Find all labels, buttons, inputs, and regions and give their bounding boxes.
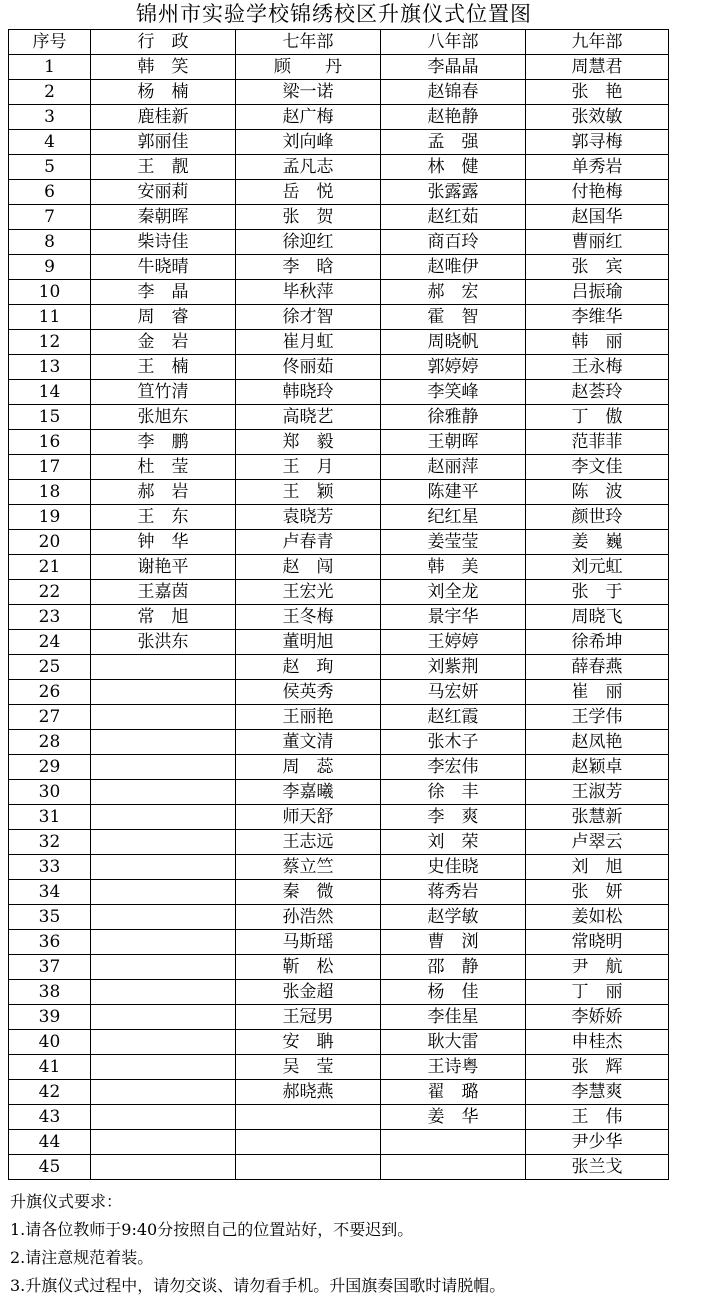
cell-index: 38 <box>9 980 91 1005</box>
cell-grade-9: 郭寻梅 <box>526 130 669 155</box>
cell-grade-8: 张木子 <box>381 730 526 755</box>
cell-index: 25 <box>9 655 91 680</box>
cell-grade-9: 张 于 <box>526 580 669 605</box>
cell-administration: 韩 笑 <box>91 55 236 80</box>
cell-index: 20 <box>9 530 91 555</box>
table-row <box>9 230 669 255</box>
cell-grade-9: 尹 航 <box>526 955 669 980</box>
cell-index: 24 <box>9 630 91 655</box>
table-row <box>9 1005 669 1030</box>
cell-grade-7: 周 蕊 <box>236 755 381 780</box>
cell-administration: 杨 楠 <box>91 80 236 105</box>
cell-grade-9: 李慧爽 <box>526 1080 669 1105</box>
table-row <box>9 355 669 380</box>
cell-administration: 杜 莹 <box>91 455 236 480</box>
cell-index: 1 <box>9 55 91 80</box>
cell-grade-8: 刘紫荆 <box>381 655 526 680</box>
table-row <box>9 630 669 655</box>
cell-grade-8: 景宇华 <box>381 605 526 630</box>
table-row <box>9 130 669 155</box>
cell-administration <box>91 780 236 805</box>
cell-grade-8: 刘 荣 <box>381 830 526 855</box>
cell-grade-7: 王冬梅 <box>236 605 381 630</box>
cell-administration: 柴诗佳 <box>91 230 236 255</box>
table-row <box>9 705 669 730</box>
note-item: 1.请各位教师于9:40分按照自己的位置站好，不要迟到。 <box>10 1220 414 1239</box>
cell-administration <box>91 730 236 755</box>
cell-index: 6 <box>9 180 91 205</box>
cell-administration <box>91 805 236 830</box>
cell-grade-8: 刘全龙 <box>381 580 526 605</box>
cell-grade-7 <box>236 1130 381 1155</box>
cell-grade-7: 秦 微 <box>236 880 381 905</box>
cell-grade-9: 尹少华 <box>526 1130 669 1155</box>
cell-grade-9: 姜 巍 <box>526 530 669 555</box>
cell-grade-7: 靳 松 <box>236 955 381 980</box>
cell-grade-9: 吕振瑜 <box>526 280 669 305</box>
cell-grade-9: 李娇娇 <box>526 1005 669 1030</box>
table-row <box>9 930 669 955</box>
table-row <box>9 105 669 130</box>
cell-grade-8: 赵红霞 <box>381 705 526 730</box>
cell-administration: 笪竹清 <box>91 380 236 405</box>
cell-index: 11 <box>9 305 91 330</box>
cell-grade-9: 丁 傲 <box>526 405 669 430</box>
table-row <box>9 1030 669 1055</box>
cell-grade-8: 霍 智 <box>381 305 526 330</box>
cell-grade-7: 李嘉曦 <box>236 780 381 805</box>
cell-grade-9: 单秀岩 <box>526 155 669 180</box>
cell-grade-7: 蔡立竺 <box>236 855 381 880</box>
cell-grade-7: 卢春青 <box>236 530 381 555</box>
cell-administration: 王 楠 <box>91 355 236 380</box>
cell-grade-9: 徐希坤 <box>526 630 669 655</box>
table-row <box>9 780 669 805</box>
cell-grade-7: 郑 毅 <box>236 430 381 455</box>
cell-grade-7 <box>236 1155 381 1180</box>
cell-grade-7: 赵广梅 <box>236 105 381 130</box>
cell-grade-8 <box>381 1130 526 1155</box>
cell-administration: 鹿桂新 <box>91 105 236 130</box>
cell-grade-9: 张 辉 <box>526 1055 669 1080</box>
cell-grade-9: 王永梅 <box>526 355 669 380</box>
cell-grade-9: 丁 丽 <box>526 980 669 1005</box>
page-title: 锦州市实验学校锦绣校区升旗仪式位置图 <box>136 2 532 26</box>
cell-administration <box>91 1030 236 1055</box>
cell-grade-8: 赵学敏 <box>381 905 526 930</box>
table-row <box>9 880 669 905</box>
cell-grade-7: 崔月虹 <box>236 330 381 355</box>
cell-administration <box>91 1105 236 1130</box>
cell-index: 27 <box>9 705 91 730</box>
cell-administration: 谢艳平 <box>91 555 236 580</box>
cell-index: 42 <box>9 1080 91 1105</box>
cell-grade-9: 薛春燕 <box>526 655 669 680</box>
cell-index: 2 <box>9 80 91 105</box>
cell-grade-9: 常晓明 <box>526 930 669 955</box>
cell-grade-9: 张兰戈 <box>526 1155 669 1180</box>
cell-administration: 常 旭 <box>91 605 236 630</box>
cell-grade-8: 陈建平 <box>381 480 526 505</box>
table-row <box>9 755 669 780</box>
cell-grade-7: 梁一诺 <box>236 80 381 105</box>
table-row <box>9 680 669 705</box>
cell-grade-9: 王淑芳 <box>526 780 669 805</box>
cell-grade-9: 张 艳 <box>526 80 669 105</box>
cell-grade-8: 杨 佳 <box>381 980 526 1005</box>
cell-grade-9: 张 宾 <box>526 255 669 280</box>
cell-grade-8: 林 健 <box>381 155 526 180</box>
cell-administration: 郝 岩 <box>91 480 236 505</box>
cell-grade-7: 吴 莹 <box>236 1055 381 1080</box>
cell-grade-7: 侯英秀 <box>236 680 381 705</box>
table-row <box>9 580 669 605</box>
cell-index: 13 <box>9 355 91 380</box>
cell-grade-7: 顾 丹 <box>236 55 381 80</box>
cell-index: 26 <box>9 680 91 705</box>
table-row <box>9 330 669 355</box>
cell-index: 23 <box>9 605 91 630</box>
cell-index: 44 <box>9 1130 91 1155</box>
cell-grade-9: 周慧君 <box>526 55 669 80</box>
cell-index: 40 <box>9 1030 91 1055</box>
cell-administration <box>91 755 236 780</box>
table-row <box>9 505 669 530</box>
cell-index: 30 <box>9 780 91 805</box>
table-row <box>9 480 669 505</box>
cell-grade-7: 刘向峰 <box>236 130 381 155</box>
cell-grade-7: 徐才智 <box>236 305 381 330</box>
cell-grade-8: 周晓帆 <box>381 330 526 355</box>
cell-administration <box>91 680 236 705</box>
cell-index: 39 <box>9 1005 91 1030</box>
cell-administration <box>91 930 236 955</box>
cell-administration: 郭丽佳 <box>91 130 236 155</box>
table-row <box>9 455 669 480</box>
cell-grade-8: 赵红茹 <box>381 205 526 230</box>
cell-grade-8: 姜莹莹 <box>381 530 526 555</box>
table-header-row <box>9 30 669 55</box>
cell-grade-7: 孙浩然 <box>236 905 381 930</box>
cell-grade-9: 李文佳 <box>526 455 669 480</box>
cell-index: 37 <box>9 955 91 980</box>
cell-index: 12 <box>9 330 91 355</box>
cell-index: 34 <box>9 880 91 905</box>
cell-index: 29 <box>9 755 91 780</box>
cell-grade-8: 商百玲 <box>381 230 526 255</box>
cell-index: 9 <box>9 255 91 280</box>
cell-grade-9: 卢翠云 <box>526 830 669 855</box>
cell-administration: 金 岩 <box>91 330 236 355</box>
cell-grade-9: 张慧新 <box>526 805 669 830</box>
cell-grade-9: 刘 旭 <box>526 855 669 880</box>
cell-grade-7: 董文清 <box>236 730 381 755</box>
cell-grade-7: 高晓艺 <box>236 405 381 430</box>
cell-index: 36 <box>9 930 91 955</box>
cell-administration <box>91 1130 236 1155</box>
cell-grade-7: 韩晓玲 <box>236 380 381 405</box>
table-row <box>9 555 669 580</box>
cell-grade-9: 周晓飞 <box>526 605 669 630</box>
table-row <box>9 280 669 305</box>
cell-grade-9: 韩 丽 <box>526 330 669 355</box>
cell-index: 18 <box>9 480 91 505</box>
cell-administration: 李 晶 <box>91 280 236 305</box>
cell-administration: 钟 华 <box>91 530 236 555</box>
cell-grade-9: 张 妍 <box>526 880 669 905</box>
cell-index: 31 <box>9 805 91 830</box>
cell-administration: 张洪东 <box>91 630 236 655</box>
cell-grade-7: 王冠男 <box>236 1005 381 1030</box>
cell-index: 41 <box>9 1055 91 1080</box>
cell-grade-9: 赵荟玲 <box>526 380 669 405</box>
cell-grade-8: 王婷婷 <box>381 630 526 655</box>
cell-grade-7: 王丽艳 <box>236 705 381 730</box>
cell-administration: 王嘉茵 <box>91 580 236 605</box>
cell-administration <box>91 705 236 730</box>
cell-index: 33 <box>9 855 91 880</box>
cell-grade-9: 范菲菲 <box>526 430 669 455</box>
table-row <box>9 255 669 280</box>
cell-grade-9: 崔 丽 <box>526 680 669 705</box>
cell-grade-9: 李维华 <box>526 305 669 330</box>
table-row <box>9 1155 669 1180</box>
cell-grade-7: 张 贺 <box>236 205 381 230</box>
table-row <box>9 1130 669 1155</box>
table-row <box>9 305 669 330</box>
cell-administration: 牛晓晴 <box>91 255 236 280</box>
header-grade-8: 八年部 <box>381 30 526 55</box>
cell-grade-9: 王学伟 <box>526 705 669 730</box>
cell-administration <box>91 880 236 905</box>
cell-index: 43 <box>9 1105 91 1130</box>
cell-administration <box>91 1055 236 1080</box>
cell-grade-8: 翟 璐 <box>381 1080 526 1105</box>
cell-administration <box>91 905 236 930</box>
cell-grade-9: 赵国华 <box>526 205 669 230</box>
cell-grade-7: 王 颖 <box>236 480 381 505</box>
header-grade-9: 九年部 <box>526 30 669 55</box>
table-row <box>9 1105 669 1130</box>
cell-index: 17 <box>9 455 91 480</box>
cell-grade-8: 姜 华 <box>381 1105 526 1130</box>
cell-grade-7: 徐迎红 <box>236 230 381 255</box>
cell-index: 7 <box>9 205 91 230</box>
cell-administration <box>91 1155 236 1180</box>
cell-grade-8: 徐雅静 <box>381 405 526 430</box>
cell-grade-8: 李晶晶 <box>381 55 526 80</box>
position-table <box>8 29 669 1180</box>
cell-index: 5 <box>9 155 91 180</box>
cell-grade-9: 陈 波 <box>526 480 669 505</box>
cell-grade-8: 纪红星 <box>381 505 526 530</box>
cell-administration <box>91 855 236 880</box>
cell-grade-8: 李佳星 <box>381 1005 526 1030</box>
cell-grade-7: 袁晓芳 <box>236 505 381 530</box>
cell-administration: 秦朝晖 <box>91 205 236 230</box>
cell-grade-8: 韩 美 <box>381 555 526 580</box>
cell-grade-8: 郭婷婷 <box>381 355 526 380</box>
cell-grade-7: 赵 珣 <box>236 655 381 680</box>
table-row <box>9 380 669 405</box>
note-item: 3.升旗仪式过程中，请勿交谈、请勿看手机。升国旗奏国歌时请脱帽。 <box>10 1276 506 1295</box>
cell-index: 22 <box>9 580 91 605</box>
cell-grade-9: 王 伟 <box>526 1105 669 1130</box>
cell-grade-7: 张金超 <box>236 980 381 1005</box>
cell-grade-8: 赵艳静 <box>381 105 526 130</box>
note-item: 2.请注意规范着装。 <box>10 1248 154 1267</box>
cell-grade-8: 马宏妍 <box>381 680 526 705</box>
requirements-notes <box>10 1188 710 1300</box>
cell-grade-9: 张效敏 <box>526 105 669 130</box>
cell-grade-9: 姜如松 <box>526 905 669 930</box>
cell-grade-8 <box>381 1155 526 1180</box>
notes-heading: 升旗仪式要求： <box>10 1192 123 1211</box>
table-row <box>9 955 669 980</box>
cell-grade-9: 赵颖卓 <box>526 755 669 780</box>
cell-grade-9: 颜世玲 <box>526 505 669 530</box>
cell-grade-8: 张露露 <box>381 180 526 205</box>
cell-grade-8: 赵丽萍 <box>381 455 526 480</box>
cell-grade-8: 史佳晓 <box>381 855 526 880</box>
cell-grade-7: 郝晓燕 <box>236 1080 381 1105</box>
cell-index: 35 <box>9 905 91 930</box>
cell-grade-7: 佟丽茹 <box>236 355 381 380</box>
cell-grade-8: 李宏伟 <box>381 755 526 780</box>
table-row <box>9 730 669 755</box>
cell-grade-9: 曹丽红 <box>526 230 669 255</box>
table-row <box>9 155 669 180</box>
cell-grade-7: 马斯瑶 <box>236 930 381 955</box>
cell-administration <box>91 655 236 680</box>
cell-index: 3 <box>9 105 91 130</box>
cell-index: 10 <box>9 280 91 305</box>
cell-grade-8: 耿大雷 <box>381 1030 526 1055</box>
cell-index: 4 <box>9 130 91 155</box>
cell-grade-8: 赵锦春 <box>381 80 526 105</box>
cell-index: 19 <box>9 505 91 530</box>
cell-administration: 李 鹏 <box>91 430 236 455</box>
cell-administration <box>91 955 236 980</box>
cell-grade-7: 王 月 <box>236 455 381 480</box>
table-row <box>9 855 669 880</box>
cell-index: 16 <box>9 430 91 455</box>
cell-grade-8: 郝 宏 <box>381 280 526 305</box>
table-row <box>9 980 669 1005</box>
table-row <box>9 55 669 80</box>
table-row <box>9 605 669 630</box>
cell-administration <box>91 980 236 1005</box>
cell-grade-9: 申桂杰 <box>526 1030 669 1055</box>
cell-index: 14 <box>9 380 91 405</box>
table-row <box>9 1055 669 1080</box>
cell-grade-8: 赵唯伊 <box>381 255 526 280</box>
table-row <box>9 205 669 230</box>
table-row <box>9 905 669 930</box>
table-row <box>9 655 669 680</box>
cell-administration: 王 东 <box>91 505 236 530</box>
table-row <box>9 830 669 855</box>
table-row <box>9 80 669 105</box>
cell-index: 8 <box>9 230 91 255</box>
table-row <box>9 530 669 555</box>
cell-grade-9: 刘元虹 <box>526 555 669 580</box>
table-body <box>9 55 669 1180</box>
header-administration: 行 政 <box>91 30 236 55</box>
cell-grade-7: 王宏光 <box>236 580 381 605</box>
cell-grade-7: 李 晗 <box>236 255 381 280</box>
cell-grade-8: 王诗粤 <box>381 1055 526 1080</box>
cell-grade-9: 付艳梅 <box>526 180 669 205</box>
cell-administration <box>91 1080 236 1105</box>
cell-administration <box>91 1005 236 1030</box>
header-grade-7: 七年部 <box>236 30 381 55</box>
cell-grade-7: 孟凡志 <box>236 155 381 180</box>
cell-grade-7: 安 聃 <box>236 1030 381 1055</box>
cell-grade-7 <box>236 1105 381 1130</box>
cell-grade-7: 岳 悦 <box>236 180 381 205</box>
cell-administration: 王 靓 <box>91 155 236 180</box>
cell-grade-8: 徐 丰 <box>381 780 526 805</box>
table-row <box>9 405 669 430</box>
header-index: 序号 <box>9 30 91 55</box>
cell-grade-7: 赵 闯 <box>236 555 381 580</box>
cell-index: 15 <box>9 405 91 430</box>
cell-index: 21 <box>9 555 91 580</box>
cell-grade-7: 董明旭 <box>236 630 381 655</box>
cell-index: 45 <box>9 1155 91 1180</box>
cell-index: 32 <box>9 830 91 855</box>
cell-grade-7: 王志远 <box>236 830 381 855</box>
cell-grade-8: 李 爽 <box>381 805 526 830</box>
cell-administration: 周 睿 <box>91 305 236 330</box>
table-row <box>9 805 669 830</box>
table-row <box>9 1080 669 1105</box>
cell-administration: 安丽莉 <box>91 180 236 205</box>
cell-index: 28 <box>9 730 91 755</box>
cell-grade-8: 孟 强 <box>381 130 526 155</box>
table-row <box>9 430 669 455</box>
cell-grade-7: 毕秋萍 <box>236 280 381 305</box>
cell-grade-8: 李笑峰 <box>381 380 526 405</box>
cell-administration <box>91 830 236 855</box>
cell-grade-9: 赵凤艳 <box>526 730 669 755</box>
cell-grade-8: 王朝晖 <box>381 430 526 455</box>
cell-grade-7: 师天舒 <box>236 805 381 830</box>
table-row <box>9 180 669 205</box>
cell-grade-8: 曹 浏 <box>381 930 526 955</box>
cell-grade-8: 蒋秀岩 <box>381 880 526 905</box>
cell-administration: 张旭东 <box>91 405 236 430</box>
cell-grade-8: 邵 静 <box>381 955 526 980</box>
